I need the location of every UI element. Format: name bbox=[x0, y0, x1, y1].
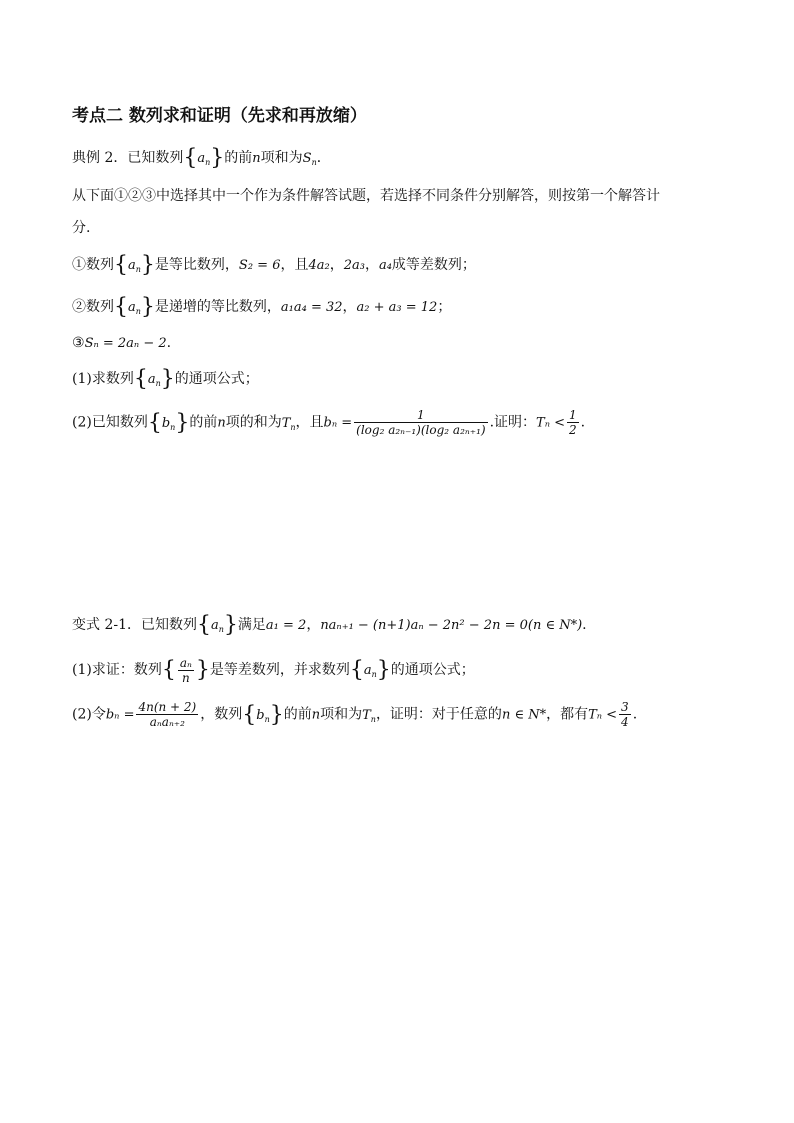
text-frag: ，都有 bbox=[546, 706, 589, 723]
math-ineq: Tₙ < bbox=[588, 707, 618, 723]
seq-a-set: $\{a_n\}$ bbox=[183, 145, 225, 171]
text-frag: ，且 bbox=[295, 414, 324, 431]
cond2-label: ②数列 bbox=[72, 299, 114, 315]
text-frag: ； bbox=[437, 299, 452, 315]
instruction-line-1: 从下面①②③中选择其中一个作为条件解答试题，若选择不同条件分别解答，则按第一个解答计 bbox=[72, 188, 660, 204]
condition-1 bbox=[72, 252, 476, 280]
example-prefix: 典例 2．已知数列 bbox=[72, 150, 184, 166]
condition-3 bbox=[72, 333, 171, 354]
text-frag: 的通项公式； bbox=[174, 371, 259, 387]
text-frag: 满足 bbox=[237, 617, 266, 633]
fraction-bn: $\frac{4n(n + 2)}{\text{aₙaₙ₊₂}}$ bbox=[138, 700, 197, 729]
fraction-half: $\frac{1}{2}$ bbox=[569, 408, 577, 437]
cond1-label: ①数列 bbox=[72, 257, 114, 273]
math-eq: a₂ + a₃ = 12 bbox=[356, 300, 438, 315]
math-bn: bₙ = bbox=[323, 415, 353, 431]
text-frag: . bbox=[632, 706, 638, 723]
question-2 bbox=[72, 408, 585, 438]
math-term: 2a₃ bbox=[343, 258, 365, 273]
cond3-label: ③ bbox=[72, 335, 85, 351]
text-frag: 的前 bbox=[283, 706, 312, 723]
seq-an-over-n: { $\frac{\text{aₙ}}{n}$ } bbox=[161, 656, 210, 685]
math-term: a₄ bbox=[378, 258, 392, 273]
text-frag: 的前 bbox=[224, 150, 253, 166]
q2-label: (2)已知数列 bbox=[72, 414, 148, 431]
var-n: n bbox=[252, 151, 261, 166]
text-frag: 项的和为 bbox=[225, 414, 282, 431]
variant-prefix: 变式 2-1．已知数列 bbox=[72, 617, 197, 633]
text-frag: . bbox=[166, 335, 172, 351]
math-set: n ∈ N* bbox=[501, 707, 547, 723]
seq-a-set: $\{a_n\}$ bbox=[114, 252, 155, 278]
variant-question-2 bbox=[72, 700, 637, 730]
text-frag: 项和为 bbox=[260, 150, 303, 166]
seq-a-set: $\{a_n\}$ bbox=[114, 294, 155, 320]
instruction-line-2: 分. bbox=[72, 220, 91, 236]
math-eq: Sₙ = 2aₙ − 2 bbox=[84, 336, 167, 351]
math-ineq: Tₙ < bbox=[536, 415, 565, 431]
var-T: $T_n$ bbox=[281, 415, 296, 432]
text-frag: 是等比数列， bbox=[154, 257, 239, 273]
section-title: 考点二 数列求和证明（先求和再放缩） bbox=[72, 106, 367, 126]
text-frag: 项和为 bbox=[320, 706, 363, 723]
text-frag: ， bbox=[306, 617, 321, 633]
text-frag: ， bbox=[364, 257, 379, 273]
text-frag: ，数列 bbox=[200, 706, 243, 723]
vq1-label: (1)求证：数列 bbox=[72, 662, 162, 678]
text-frag: .证明： bbox=[489, 414, 537, 431]
math-eq: S₂ = 6 bbox=[238, 258, 281, 273]
text-frag: 的前 bbox=[189, 414, 218, 431]
var-T: $T_n$ bbox=[362, 707, 376, 724]
seq-a-set: $\{a_n\}$ bbox=[197, 612, 238, 638]
q1-label: (1)求数列 bbox=[72, 371, 134, 387]
variant-intro bbox=[72, 612, 587, 640]
text-frag: ． bbox=[316, 150, 331, 166]
seq-b-set: $\{b_n\}$ bbox=[242, 702, 284, 727]
math-term: 4a₂ bbox=[308, 258, 330, 273]
seq-a-set: $\{a_n\}$ bbox=[133, 366, 175, 392]
example-intro bbox=[72, 145, 331, 173]
math-eq: a₁a₄ = 32 bbox=[280, 300, 343, 315]
text-frag: ，且 bbox=[280, 257, 309, 273]
text-frag: 是递增的等比数列， bbox=[154, 299, 281, 315]
question-1 bbox=[72, 366, 259, 394]
text-frag: 成等差数列； bbox=[391, 257, 476, 273]
math-eq: a₁ = 2 bbox=[265, 618, 307, 633]
text-frag: 的通项公式； bbox=[390, 662, 475, 678]
text-frag: ，证明：对于任意的 bbox=[375, 706, 502, 723]
math-eq: naₙ₊₁ − (n+1)aₙ − 2n² − 2n = 0 bbox=[320, 618, 528, 633]
text-frag: . bbox=[582, 617, 587, 633]
variant-question-1 bbox=[72, 656, 475, 685]
fraction-three-quarters: $\frac{3}{4}$ bbox=[621, 700, 629, 729]
math-cond: (n ∈ N*) bbox=[527, 618, 583, 633]
math-bn: bₙ = bbox=[105, 707, 135, 723]
text-frag: . bbox=[580, 414, 586, 431]
var-n: n bbox=[311, 707, 321, 723]
text-frag: ， bbox=[329, 257, 344, 273]
text-frag: ， bbox=[342, 299, 357, 315]
seq-b-set: $\{b_n\}$ bbox=[147, 410, 190, 435]
var-n: n bbox=[217, 415, 226, 431]
seq-a-set: $\{a_n\}$ bbox=[349, 657, 391, 683]
fraction-bn: $\frac{1}{\text{(log₂ a₂ₙ₋₁)(log₂ a₂ₙ₊₁)}}$ bbox=[356, 408, 486, 437]
vq2-label: (2)令 bbox=[72, 706, 106, 723]
text-frag: 是等差数列，并求数列 bbox=[209, 662, 350, 678]
condition-2 bbox=[72, 294, 452, 322]
var-S: $S_n$ bbox=[302, 151, 317, 167]
